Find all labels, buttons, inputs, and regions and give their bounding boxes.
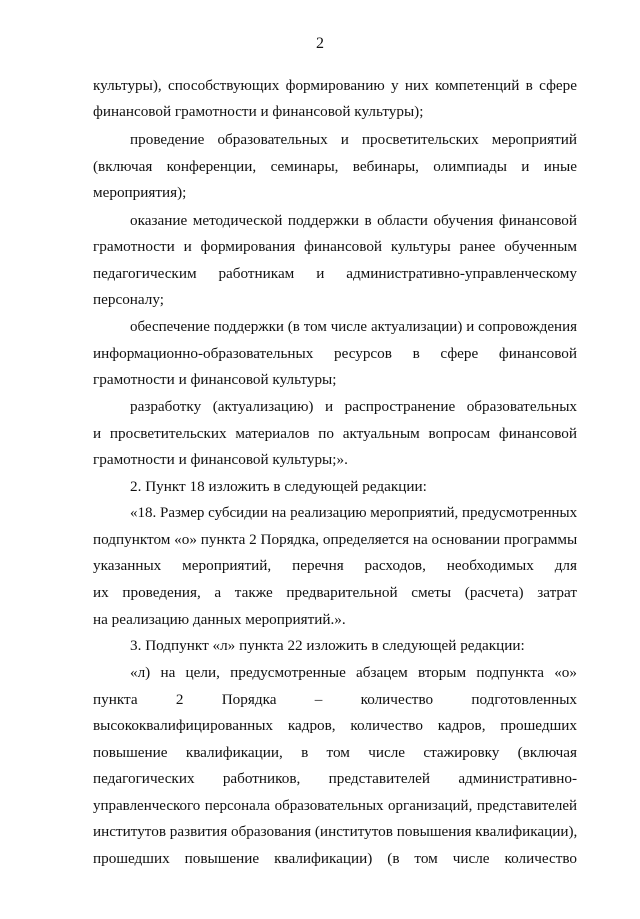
text-line: управленческого персонала образовательных организаций, представителей bbox=[93, 798, 577, 814]
text-line: подпунктом «о» пункта 2 Порядка, определяется на основании программы bbox=[93, 531, 578, 548]
text-line: обеспечение поддержки (в том числе актуализации) и сопровождения bbox=[130, 319, 577, 335]
text-line: финансовой грамотности и финансовой культуры); bbox=[93, 103, 424, 120]
text-line: грамотности и формирования финансовой культуры ранее обученным bbox=[93, 238, 577, 255]
text-line: разработку (актуализацию) и распространение образовательных bbox=[130, 398, 577, 415]
text-line: прошедших повышение квалификации) (в том числе количество bbox=[93, 850, 577, 867]
text-line: «л) на цели, предусмотренные абзацем вторым подпункта «о» bbox=[130, 664, 577, 681]
text-line: пункта 2 Порядка – количество подготовленных bbox=[93, 691, 577, 708]
text-line: информационно-образовательных ресурсов в сфере финансовой bbox=[93, 345, 577, 362]
text-line: оказание методической поддержки в области обучения финансовой bbox=[130, 212, 577, 229]
text-line: грамотности и финансовой культуры;». bbox=[93, 451, 348, 468]
text-line: 3. Подпункт «л» пункта 22 изложить в следующей редакции: bbox=[130, 637, 525, 654]
text-line: мероприятия); bbox=[93, 184, 187, 201]
text-line: на реализацию данных мероприятий.». bbox=[93, 611, 346, 628]
text-line: педагогическим работникам и административно-управленческому bbox=[93, 265, 577, 282]
text-line: высококвалифицированных кадров, количество кадров, прошедших bbox=[93, 717, 577, 734]
text-line: и просветительских материалов по актуальным вопросам финансовой bbox=[93, 425, 577, 442]
text-line: культуры), способствующих формированию у них компетенций в сфере bbox=[93, 77, 577, 94]
text-line: повышение квалификации, в том числе стажировку (включая bbox=[93, 744, 577, 761]
text-line: институтов развития образования (институтов повышения квалификации), bbox=[93, 823, 578, 840]
text-line: персоналу; bbox=[93, 291, 164, 308]
text-line: грамотности и финансовой культуры; bbox=[93, 371, 337, 388]
text-line: их проведения, а также предварительной сметы (расчета) затрат bbox=[93, 584, 577, 601]
text-line: указанных мероприятий, перечня расходов, необходимых для bbox=[93, 557, 577, 574]
page-number: 2 bbox=[316, 35, 324, 52]
text-line: 2. Пункт 18 изложить в следующей редакции: bbox=[130, 478, 427, 495]
text-line: проведение образовательных и просветительских мероприятий bbox=[130, 131, 577, 148]
text-line: педагогических работников, представителей административно- bbox=[93, 770, 577, 787]
text-line: (включая конференции, семинары, вебинары, олимпиады и иные bbox=[93, 158, 577, 175]
text-line: «18. Размер субсидии на реализацию мероприятий, предусмотренных bbox=[130, 505, 578, 521]
